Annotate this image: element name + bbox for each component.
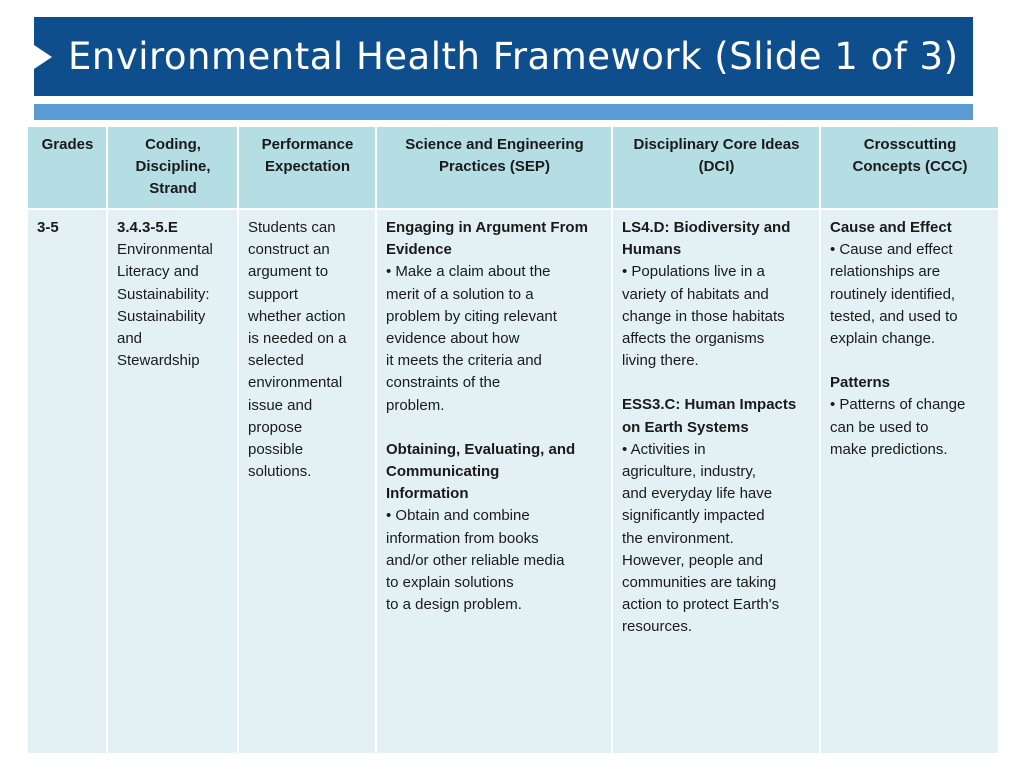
dci-heading — [622, 394, 811, 438]
cell-performance — [238, 209, 376, 754]
block-spacer — [830, 350, 990, 372]
sep-heading-line: Evidence — [386, 241, 452, 259]
sep-heading-line: Engaging in Argument From — [386, 219, 588, 236]
header-sep — [376, 126, 612, 209]
sep-heading-line: Information — [386, 485, 469, 503]
sep-block — [386, 439, 603, 617]
sep-block — [386, 217, 603, 417]
dci-body — [622, 439, 811, 639]
accent-bar — [34, 104, 973, 120]
coding-code: 3.4.3-5.E — [117, 219, 178, 236]
slide-title: Environmental Health Framework (Slide 1 of 3) — [68, 35, 959, 78]
ccc-line: routinely identified, — [830, 285, 956, 303]
text-line: Sustainability — [117, 307, 206, 325]
text-line: Strand — [149, 180, 197, 198]
text-line: environmental — [248, 374, 343, 392]
text-line: construct an — [248, 241, 330, 259]
ccc-body — [830, 239, 990, 350]
dci-heading-line: Humans — [622, 241, 682, 259]
dci-line: action to protect Earth's — [622, 596, 780, 614]
header-coding — [107, 126, 238, 209]
text-line: whether action — [248, 307, 346, 325]
dci-line: However, people and — [622, 551, 763, 569]
text-line: Coding, — [145, 136, 201, 153]
text-line: Sustainability: — [117, 285, 210, 303]
text-line: Expectation — [264, 158, 351, 176]
ccc-line: tested, and used to — [830, 307, 958, 325]
cell-sep — [376, 209, 612, 754]
dci-line: • Populations live in a — [622, 263, 765, 281]
ccc-block — [830, 217, 990, 350]
text-line: Grades — [41, 136, 94, 153]
dci-line: and everyday life have — [622, 485, 773, 503]
text-line: Crosscutting — [863, 136, 957, 153]
dci-line: communities are taking — [622, 574, 777, 592]
text-line: propose — [248, 418, 303, 436]
ccc-line: relationships are — [830, 263, 941, 281]
table-row — [27, 209, 999, 754]
sep-body — [386, 261, 603, 416]
text-line: solutions. — [248, 463, 312, 481]
performance-text — [248, 217, 367, 483]
ccc-block — [830, 372, 990, 461]
text-line: and — [117, 330, 143, 348]
sep-line: merit of a solution to a — [386, 285, 534, 303]
header-dci — [612, 126, 820, 209]
text-line: Practices (SEP) — [439, 158, 550, 176]
ccc-heading-line: Patterns — [830, 374, 891, 392]
dci-heading — [622, 217, 811, 261]
sep-line: information from books — [386, 529, 539, 547]
dci-block — [622, 217, 811, 372]
sep-line: and/or other reliable media — [386, 551, 565, 569]
header-ccc — [820, 126, 999, 209]
dci-heading-line: ESS3.C: Human Impacts — [622, 396, 797, 414]
text-line: support — [248, 285, 299, 303]
cell-dci — [612, 209, 820, 754]
cell-coding — [107, 209, 238, 754]
sep-line: • Obtain and combine — [386, 507, 530, 525]
ccc-heading — [830, 217, 990, 239]
dci-heading-line: on Earth Systems — [622, 418, 749, 436]
sep-line: problem by citing relevant — [386, 307, 557, 325]
block-spacer — [622, 372, 811, 394]
framework-table — [26, 125, 1000, 755]
text-line: is needed on a — [248, 330, 347, 348]
sep-line: • Make a claim about the — [386, 263, 551, 281]
text-line: Students can — [248, 219, 336, 236]
dci-block — [622, 394, 811, 638]
table-header-row — [27, 126, 999, 209]
grades-value: 3-5 — [37, 219, 59, 236]
sep-line: constraints of the — [386, 374, 501, 392]
title-bar — [34, 17, 973, 96]
sep-line: to a design problem. — [386, 596, 522, 614]
ccc-line: can be used to — [830, 418, 929, 436]
block-spacer — [386, 417, 603, 439]
ccc-line: • Patterns of change — [830, 396, 966, 414]
cell-ccc — [820, 209, 999, 754]
dci-heading-line: LS4.D: Biodiversity and — [622, 219, 791, 236]
sep-line: it meets the criteria and — [386, 352, 542, 370]
sep-body — [386, 505, 603, 616]
text-line: possible — [248, 441, 304, 459]
dci-line: significantly impacted — [622, 507, 765, 525]
ccc-line: make predictions. — [830, 440, 948, 458]
sep-heading — [386, 217, 603, 261]
ccc-heading-line: Cause and Effect — [830, 219, 952, 236]
text-line: Discipline, — [135, 158, 211, 176]
dci-line: agriculture, industry, — [622, 463, 756, 481]
ccc-line: • Cause and effect — [830, 241, 953, 259]
ccc-line: explain change. — [830, 330, 936, 348]
header-grades — [27, 126, 107, 209]
sep-line: problem. — [386, 396, 445, 414]
ccc-heading — [830, 372, 990, 394]
right-triangle-icon — [34, 45, 52, 69]
sep-heading-line: Obtaining, Evaluating, and — [386, 440, 576, 458]
text-line: (DCI) — [698, 158, 735, 176]
dci-line: change in those habitats — [622, 307, 785, 325]
dci-line: living there. — [622, 352, 699, 370]
sep-heading — [386, 439, 603, 506]
text-line: Concepts (CCC) — [852, 158, 968, 176]
text-line: Disciplinary Core Ideas — [633, 136, 800, 153]
cell-grades — [27, 209, 107, 754]
text-line: issue and — [248, 396, 313, 414]
ccc-body — [830, 394, 990, 461]
text-line: Environmental — [117, 241, 213, 259]
text-line: Stewardship — [117, 352, 200, 370]
dci-line: the environment. — [622, 529, 734, 547]
sep-heading-line: Communicating — [386, 463, 500, 481]
dci-line: • Activities in — [622, 440, 706, 458]
text-line: argument to — [248, 263, 329, 281]
sep-line: to explain solutions — [386, 574, 514, 592]
coding-description — [117, 239, 229, 372]
text-line: selected — [248, 352, 304, 370]
dci-body — [622, 261, 811, 372]
text-line: Literacy and — [117, 263, 199, 281]
header-performance — [238, 126, 376, 209]
dci-line: affects the organisms — [622, 330, 765, 348]
text-line: Science and Engineering — [405, 136, 584, 153]
sep-line: evidence about how — [386, 330, 520, 348]
text-line: Performance — [261, 136, 354, 153]
dci-line: variety of habitats and — [622, 285, 769, 303]
dci-line: resources. — [622, 618, 693, 636]
